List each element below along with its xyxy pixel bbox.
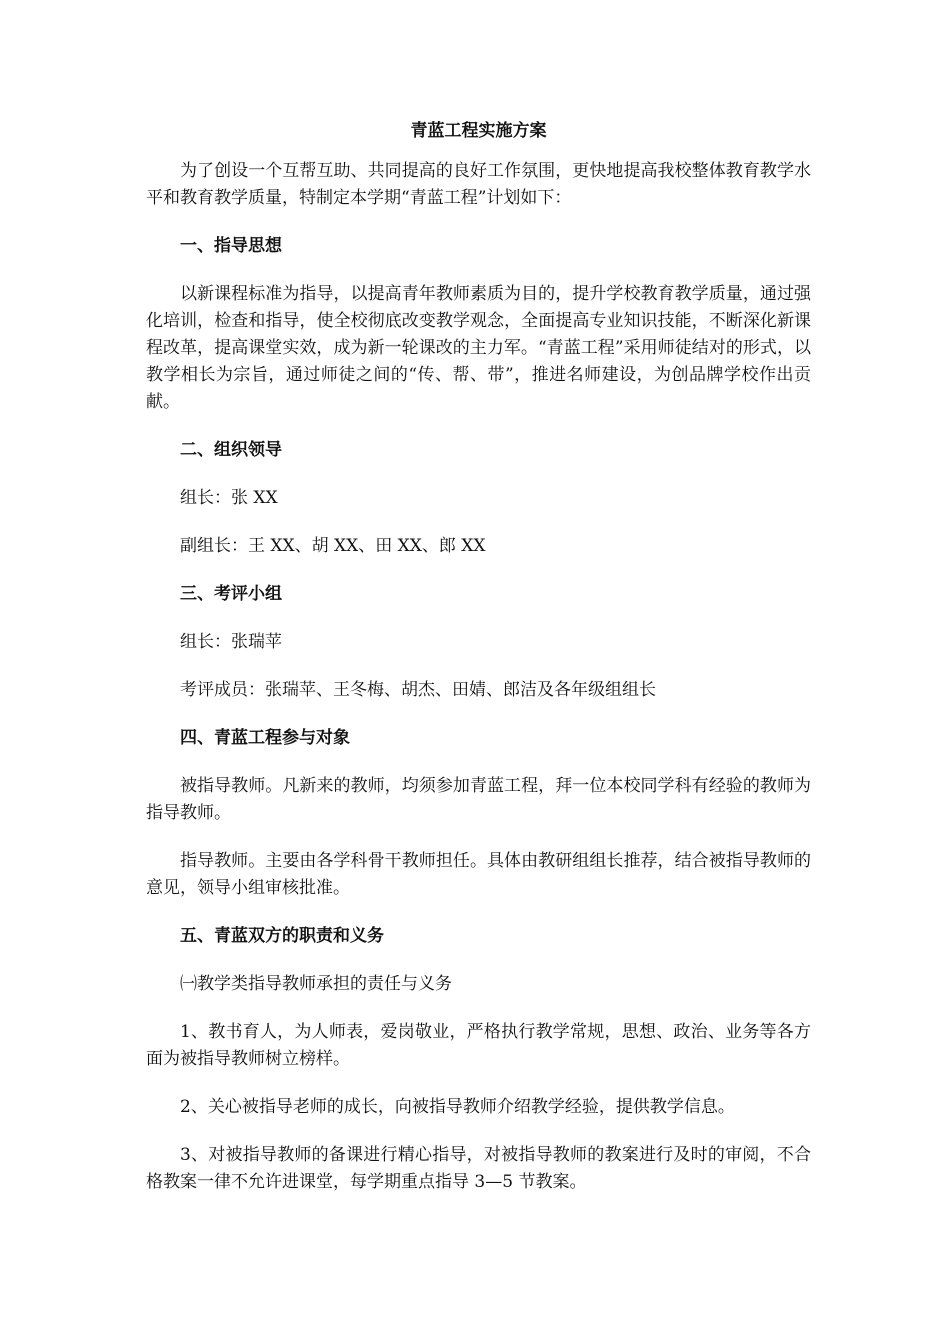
intro-paragraph: 为了创设一个互帮互助、共同提高的良好工作氛围，更快地提高我校整体教育教学水平和教育教学质量，特制定本学期“青蓝工程”计划如下： <box>146 161 811 208</box>
guiding-thought-paragraph: 以新课程标准为指导，以提高青年教师素质为目的，提升学校教育教学质量，通过强化培训，检查和指导，使全校彻底改变教学观念，全面提高专业知识技能，不断深化新课程改革，提高课堂实效，成为新一轮课改的主力军。“青蓝工程”采用师徒结对的形式，以教学相长为宗旨，通过师徒之间的“传、帮、带”，推进名师建设，为创品牌学校作出贡献。 <box>146 284 811 412</box>
organization-deputy: 副组长：王 XX、胡 XX、田 XX、郎 XX <box>180 536 486 556</box>
duties-item-3: 3、对被指导教师的备课进行精心指导，对被指导教师的教案进行及时的审阅，不合格教案一律不允许进课堂，每学期重点指导 3—5 节教案。 <box>146 1145 811 1192</box>
participants-paragraph-1: 被指导教师。凡新来的教师，均须参加青蓝工程，拜一位本校同学科有经验的教师为指导教师。 <box>146 776 811 823</box>
section-heading-duties: 五、青蓝双方的职责和义务 <box>180 926 384 946</box>
participants-paragraph-2: 指导教师。主要由各学科骨干教师担任。具体由教研组组长推荐，结合被指导教师的意见，领导小组审核批准。 <box>146 851 811 898</box>
organization-leader: 组长：张 XX <box>180 488 278 508</box>
evaluation-leader: 组长：张瑞苹 <box>180 632 282 652</box>
duties-item-2: 2、关心被指导老师的成长，向被指导教师介绍教学经验，提供教学信息。 <box>180 1097 735 1117</box>
section-heading-organization: 二、组织领导 <box>180 440 282 460</box>
section-heading-guiding-thought: 一、指导思想 <box>180 236 282 256</box>
section-heading-evaluation-group: 三、考评小组 <box>180 584 282 604</box>
section-heading-participants: 四、青蓝工程参与对象 <box>180 728 350 748</box>
document-title: 青蓝工程实施方案 <box>410 121 547 141</box>
document-body <box>146 118 811 1217</box>
duties-subheading: ㈠教学类指导教师承担的责任与义务 <box>180 974 452 994</box>
evaluation-members: 考评成员：张瑞苹、王冬梅、胡杰、田婧、郎洁及各年级组组长 <box>180 680 656 700</box>
duties-item-1: 1、教书育人，为人师表，爱岗敬业，严格执行教学常规，思想、政治、业务等各方面为被指导教师树立榜样。 <box>146 1022 811 1069</box>
